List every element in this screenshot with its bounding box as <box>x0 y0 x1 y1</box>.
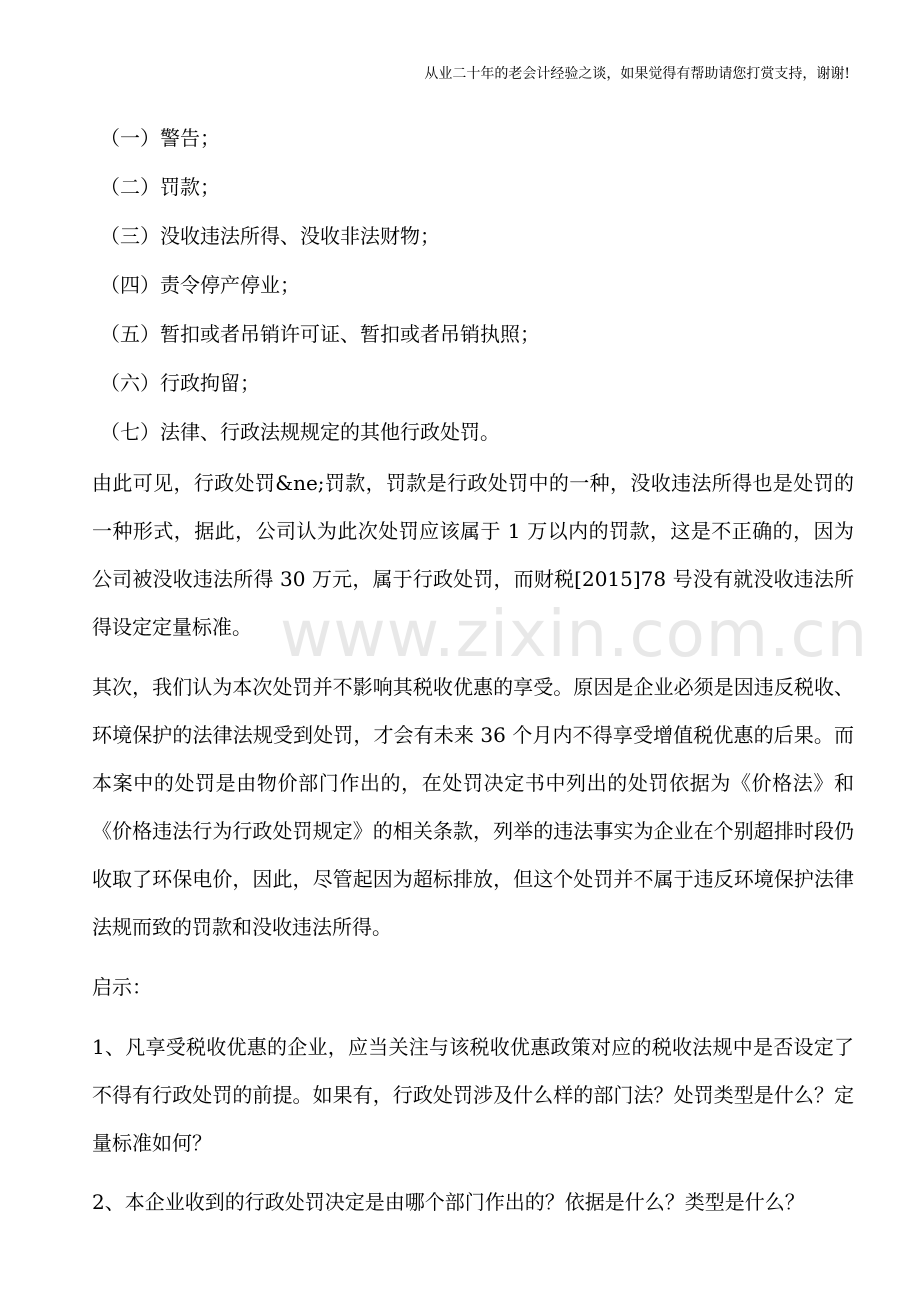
paragraph-insight-2: 2、本企业收到的行政处罚决定是由哪个部门作出的？依据是什么？类型是什么？ <box>92 1190 805 1214</box>
list-item: （七）法律、行政法规规定的其他行政处罚。 <box>100 420 500 444</box>
watermark-text: www.zixin.com.cn <box>280 598 869 672</box>
list-item: （二）罚款； <box>100 175 220 199</box>
list-item: （一）警告； <box>100 126 220 150</box>
paragraph-insight-heading: 启示： <box>92 975 152 999</box>
list-item: （四）责令停产停业； <box>100 273 300 297</box>
paragraph-insight-1: 1、凡享受税收优惠的企业，应当关注与该税收优惠政策对应的税收法规中是否设定了不得有行政处罚的前提。如果有，行政处罚涉及什么样的部门法？处罚类型是什么？定量标准如何？ <box>92 1035 854 1155</box>
list-item: （六）行政拘留； <box>100 371 260 395</box>
paragraph-conclusion: 由此可见，行政处罚&ne;罚款，罚款是行政处罚中的一种，没收违法所得也是处罚的一种形式，据此，公司认为此次处罚应该属于 1 万以内的罚款，这是不正确的，因为公司被没收违法所得 30 万元，属于行政处罚，而财税[2015]78 号没有就没收违法所得设定定量标准。 <box>92 471 854 639</box>
list-item: （五）暂扣或者吊销许可证、暂扣或者吊销执照； <box>100 322 540 346</box>
list-item: （三）没收违法所得、没收非法财物； <box>100 224 440 248</box>
header-note: 从业二十年的老会计经验之谈，如果觉得有帮助请您打赏支持，谢谢! <box>424 66 850 82</box>
document-body <box>92 120 854 1237</box>
paragraph-second-point: 其次，我们认为本次处罚并不影响其税收优惠的享受。原因是企业必须是因违反税收、环境保护的法律法规受到处罚，才会有未来 36 个月内不得享受增值税优惠的后果。而本案中的处罚是由物价部门作出的，在处罚决定书中列出的处罚依据为《价格法》和《价格违法行为行政处罚规定》的相关条款，列举的违法事实为企业在个别超排时段仍收取了环保电价，因此，尽管起因为超标排放，但这个处罚并不属于违反环境保护法律法规而致的罚款和没收违法所得。 <box>92 675 854 939</box>
